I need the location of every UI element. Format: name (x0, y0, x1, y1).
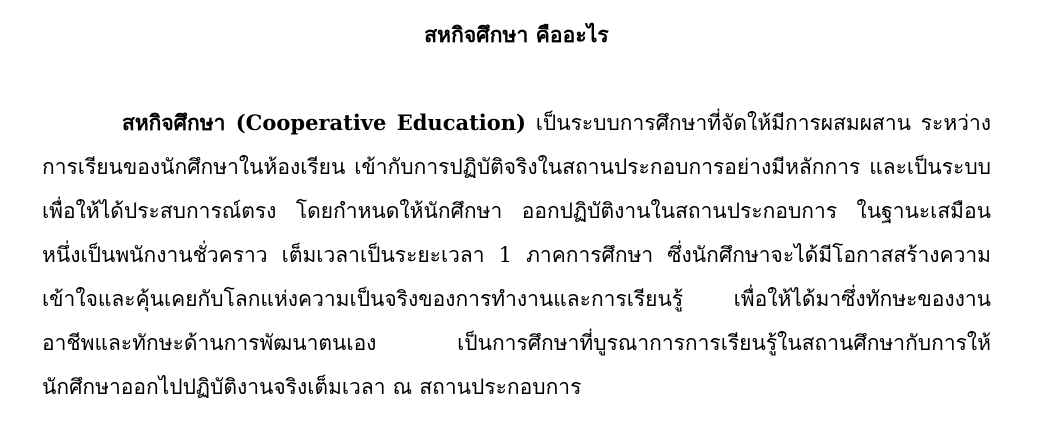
paragraph-lead-term: สหกิจศึกษา (Cooperative Education) (122, 110, 526, 136)
paragraph-body-text: เป็นระบบการศึกษาที่จัดให้มีการผสมผสาน ระหว่างการเรียนของนักศึกษาในห้องเรียน เข้ากับการปฏิบัติจริงในสถานประกอบการอย่างมีหลักการ และเป็นระบบเพื่อให้ได้ประสบการณ์ตรง โดยกำหนดให้นักศึกษา ออกปฏิบัติงานในสถานประกอบการ ในฐานะเสมือนหนึ่งเป็นพนักงานชั่วคราว เต็มเวลาเป็นระยะเวลา 1 ภาคการศึกษา ซึ่งนักศึกษาจะได้มีโอกาสสร้างความเข้าใจและคุ้นเคยกับโลกแห่งความเป็นจริงของการทำงานและการเรียนรู้ เพื่อให้ได้มาซึ่งทักษะของงานอาชีพและทักษะด้านการพัฒนาตนเอง เป็นการศึกษาที่บูรณาการการเรียนรู้ในสถานศึกษากับการให้นักศึกษาออกไปปฏิบัติงานจริงเต็มเวลา ณ สถานประกอบการ (42, 111, 991, 400)
document-body (42, 101, 991, 409)
paragraph-definition (42, 101, 991, 409)
page-title: สหกิจศึกษา คืออะไร (424, 22, 609, 47)
